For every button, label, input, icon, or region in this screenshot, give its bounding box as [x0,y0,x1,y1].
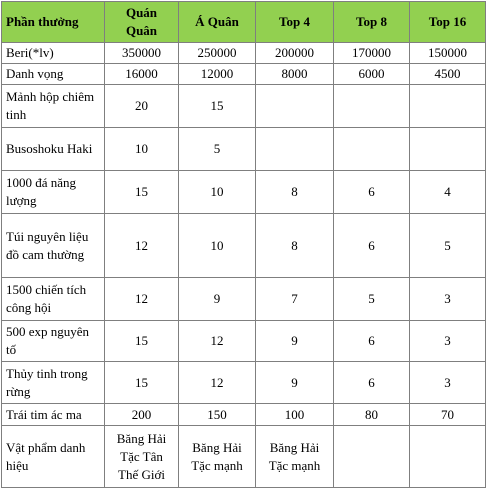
header-champion: Quán Quân [105,2,179,43]
table-cell: 6 [334,214,410,278]
header-top-16: Top 16 [410,2,486,43]
header-top-4: Top 4 [256,2,334,43]
table-cell: 12 [179,321,256,362]
table-cell: 15 [179,85,256,128]
table-cell [334,426,410,488]
table-cell: 7 [256,278,334,321]
header-reward: Phần thưởng [2,2,105,43]
row-label: Túi nguyên liệu đồ cam thường [2,214,105,278]
table-cell: 9 [256,321,334,362]
table-row [2,214,486,278]
table-cell: 15 [105,321,179,362]
table-cell: 6 [334,171,410,214]
row-label: Thủy tinh trong rừng [2,362,105,404]
table-cell: 5 [410,214,486,278]
table-cell: 12 [179,362,256,404]
table-row [2,128,486,171]
table-row [2,321,486,362]
table-cell: 80 [334,404,410,426]
table-cell: 20 [105,85,179,128]
table-cell: 10 [105,128,179,171]
table-cell: Băng Hải Tặc mạnh [256,426,334,488]
table-row [2,426,486,488]
table-row [2,85,486,128]
table-cell: 3 [410,278,486,321]
table-cell: 6 [334,321,410,362]
table-cell: 150 [179,404,256,426]
rewards-table [1,1,486,488]
table-row [2,43,486,64]
table-cell: 15 [105,171,179,214]
row-label: Danh vọng [2,64,105,85]
row-label: Trái tim ác ma [2,404,105,426]
table-cell: Băng Hải Tặc Tân Thế Giới [105,426,179,488]
table-row [2,404,486,426]
row-label: Beri(*lv) [2,43,105,64]
row-label: 1500 chiến tích công hội [2,278,105,321]
table-row [2,362,486,404]
table-cell: 70 [410,404,486,426]
table-cell: 250000 [179,43,256,64]
row-label: 1000 đá năng lượng [2,171,105,214]
table-cell: 5 [334,278,410,321]
row-label: Vật phẩm danh hiệu [2,426,105,488]
table-cell: 100 [256,404,334,426]
table-cell: 12 [105,214,179,278]
table-cell: 5 [179,128,256,171]
table-cell [410,128,486,171]
table-cell: 10 [179,214,256,278]
table-cell: 150000 [410,43,486,64]
table-cell [410,85,486,128]
table-cell [410,426,486,488]
table-cell: 9 [256,362,334,404]
table-cell: 200000 [256,43,334,64]
table-cell: 350000 [105,43,179,64]
table-cell: 15 [105,362,179,404]
table-cell: 4 [410,171,486,214]
header-row [2,2,486,43]
header-runner-up: Á Quân [179,2,256,43]
table-cell [334,85,410,128]
header-top-8: Top 8 [334,2,410,43]
table-cell [256,128,334,171]
table-cell: 6 [334,362,410,404]
row-label: Mảnh hộp chiêm tinh [2,85,105,128]
table-cell: 6000 [334,64,410,85]
table-cell: 3 [410,362,486,404]
table-row [2,64,486,85]
table-cell: Băng Hải Tặc mạnh [179,426,256,488]
table-cell: 8 [256,214,334,278]
row-label: Busoshoku Haki [2,128,105,171]
table-cell: 12000 [179,64,256,85]
table-row [2,171,486,214]
table-cell [256,85,334,128]
table-cell: 170000 [334,43,410,64]
table-cell: 3 [410,321,486,362]
table-cell: 4500 [410,64,486,85]
table-cell: 16000 [105,64,179,85]
table-cell: 9 [179,278,256,321]
table-cell: 200 [105,404,179,426]
table-row [2,278,486,321]
table-cell [334,128,410,171]
row-label: 500 exp nguyên tố [2,321,105,362]
table-cell: 8000 [256,64,334,85]
table-cell: 12 [105,278,179,321]
table-cell: 8 [256,171,334,214]
table-cell: 10 [179,171,256,214]
